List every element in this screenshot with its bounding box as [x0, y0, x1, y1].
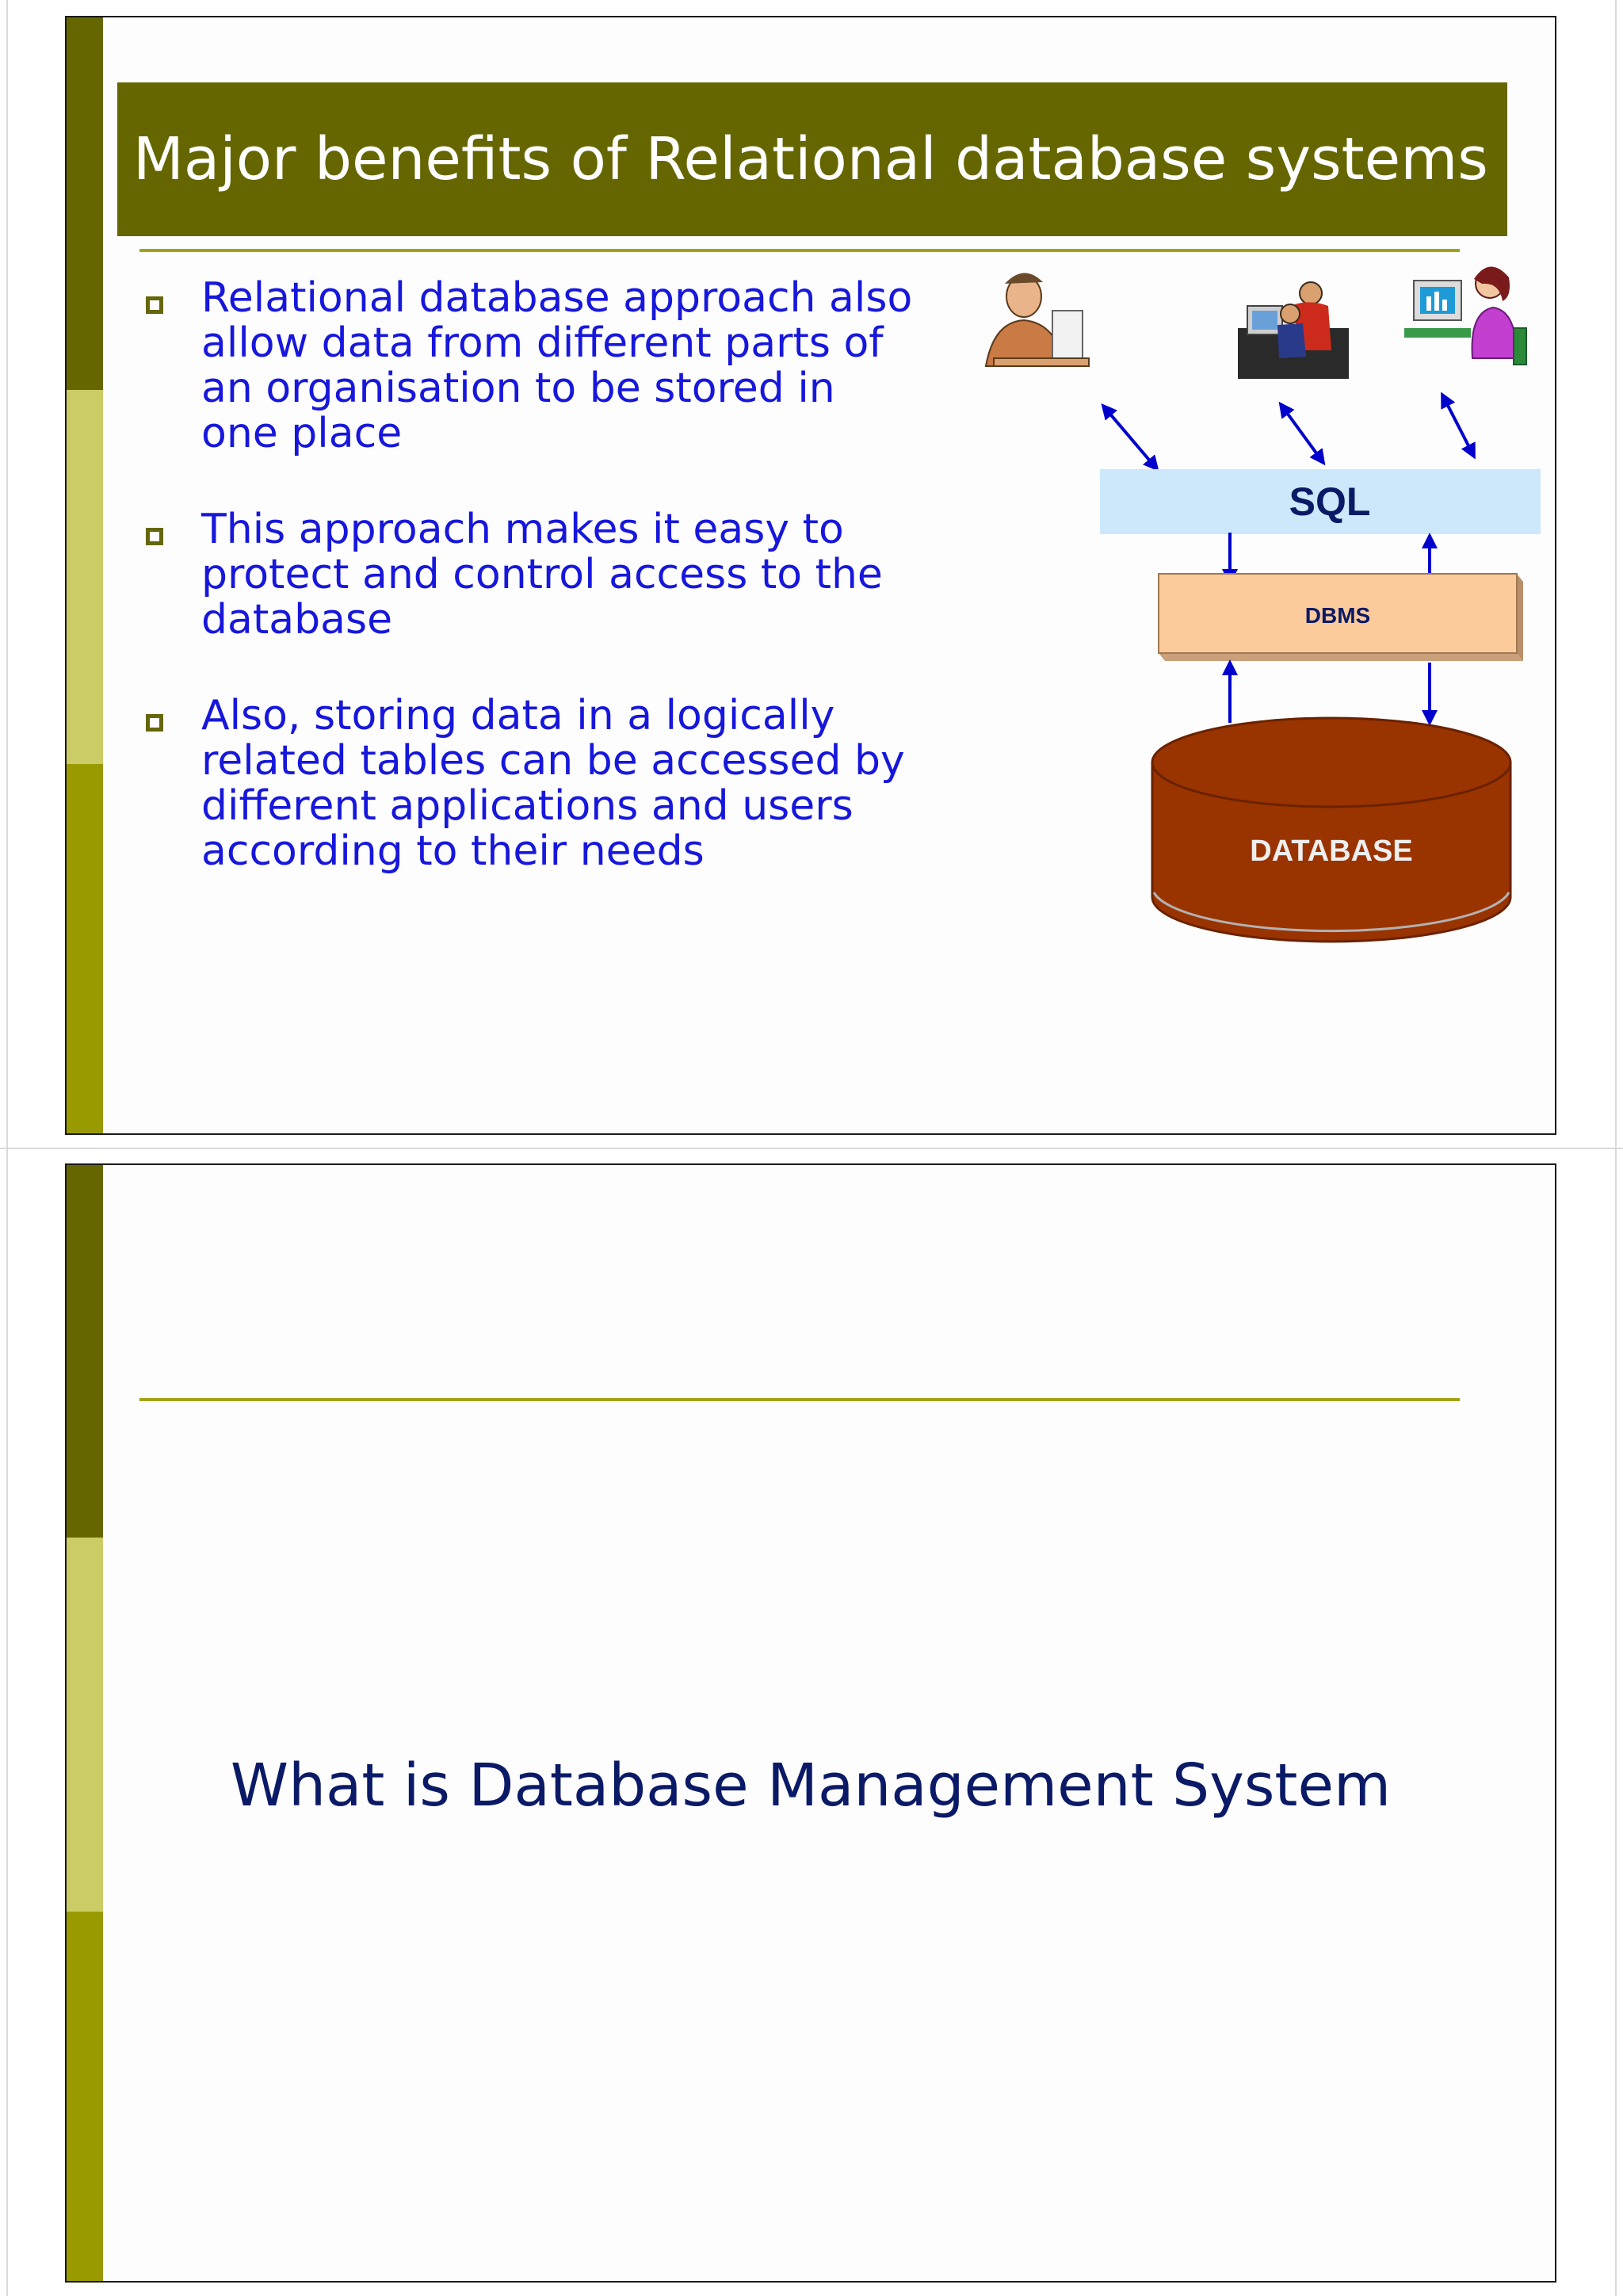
woman-at-computer-icon: [1404, 266, 1526, 365]
user1-sql-arrow: [1103, 406, 1157, 469]
side-stripe-top: [67, 1165, 103, 1538]
bullet-item: [146, 276, 1033, 457]
section-title: What is Database Management System: [230, 1752, 1392, 1820]
bullet-list: [146, 276, 1033, 915]
bullet-item: [146, 693, 1033, 874]
square-bullet-icon: [146, 528, 163, 545]
database-cylinder: [1152, 718, 1510, 942]
title-rule: [139, 1398, 1460, 1401]
database-label: DATABASE: [1250, 835, 1413, 868]
slide-title: Major benefits of Relational database systems: [117, 82, 1507, 236]
bullet-text: Also, storing data in a logically related tables can be accessed by different applications and users according to their needs: [201, 692, 905, 875]
slide-1: [65, 16, 1556, 1135]
side-stripe-middle: [67, 1538, 103, 1912]
side-stripe-middle: [67, 390, 103, 764]
dbms-label: DBMS: [1304, 603, 1371, 628]
side-stripe-top: [67, 17, 103, 390]
database-architecture-diagram: [970, 255, 1541, 968]
slide-divider: [0, 1148, 1623, 1149]
side-stripe-bottom: [67, 764, 103, 1133]
slide-2: [65, 1163, 1556, 2283]
bullet-text: Relational database approach also allow data from different parts of an organisation to be stored in one place: [201, 274, 913, 457]
bullet-text: This approach makes it easy to protect and control access to the database: [201, 506, 883, 644]
user2-sql-arrow: [1281, 404, 1323, 463]
square-bullet-icon: [146, 714, 163, 732]
side-stripe-bottom: [67, 1912, 103, 2281]
square-bullet-icon: [146, 296, 163, 314]
bullet-item: [146, 507, 1033, 643]
sql-label: SQL: [1289, 479, 1371, 524]
user3-sql-arrow: [1442, 395, 1474, 457]
business-person-icon: [986, 273, 1089, 366]
title-rule: [139, 249, 1460, 252]
people-at-computer-icon: [1238, 282, 1349, 379]
